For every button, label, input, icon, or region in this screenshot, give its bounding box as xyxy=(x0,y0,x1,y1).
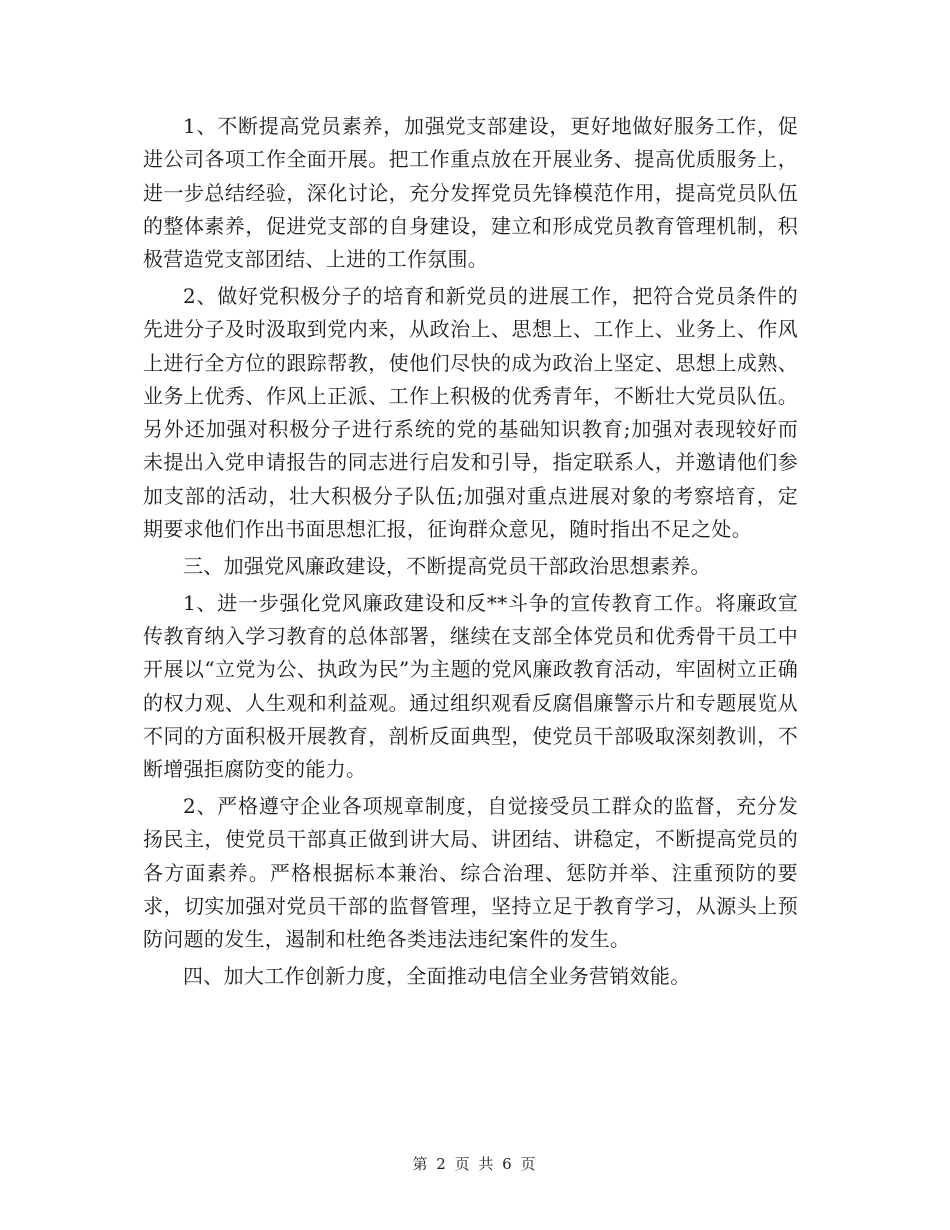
section-heading-4: 四、加大工作创新力度，全面推动电信全业务营销效能。 xyxy=(183,963,691,988)
page-footer: 第 2 页 共 6 页 xyxy=(412,1155,538,1173)
paragraph-3: 1、进一步强化党风廉政建设和反**斗争的宣传教育工作。将廉政宣传教育纳入学习教育的总体部署，继续在支部全体党员和优秀骨干员工中开展以“立党为公、执政为民”为主题的党风廉政教育活动，牢固树立正确的权力观、人生观和利益观。通过组织观看反腐倡廉警示片和专题展览从不同的方面积极开展教育，剖析反面典型，使党员干部吸取深刻教训，不断增强拒腐防变的能力。 xyxy=(143,590,798,782)
paragraph-1: 1、不断提高党员素养，加强党支部建设，更好地做好服务工作，促进公司各项工作全面开展。把工作重点放在开展业务、提高优质服务上，进一步总结经验，深化讨论，充分发挥党员先锋模范作用，提高党员队伍的整体素养，促进党支部的自身建设，建立和形成党员教育管理机制，积极营造党支部团结、上进的工作氛围。 xyxy=(143,114,798,272)
paragraph-4: 2、严格遵守企业各项规章制度，自觉接受员工群众的监督，充分发扬民主，使党员干部真正做到讲大局、讲团结、讲稳定，不断提高党员的各方面素养。严格根据标本兼治、综合治理、惩防并举、注重预防的要求，切实加强对党员干部的监督管理，坚持立足于教育学习，从源头上预防问题的发生，遏制和杜绝各类违法违纪案件的发生。 xyxy=(143,793,798,952)
section-heading-3: 三、加强党风廉政建设，不断提高党员干部政治思想素养。 xyxy=(183,553,711,578)
paragraph-2: 2、做好党积极分子的培育和新党员的进展工作，把符合党员条件的先进分子及时汲取到党内来，从政治上、思想上、工作上、业务上、作风上进行全方位的跟踪帮教，使他们尽快的成为政治上坚定、思想上成熟、业务上优秀、作风上正派、工作上积极的优秀青年，不断壮大党员队伍。另外还加强对积极分子进行系统的党的基础知识教育;加强对表现较好而未提出入党申请报告的同志进行启发和引导，指定联系人，并邀请他们参加支部的活动，壮大积极分子队伍;加强对重点进展对象的考察培育，定期要求他们作出书面思想汇报，征询群众意见，随时指出不足之处。 xyxy=(143,283,798,542)
document-body xyxy=(143,110,798,997)
